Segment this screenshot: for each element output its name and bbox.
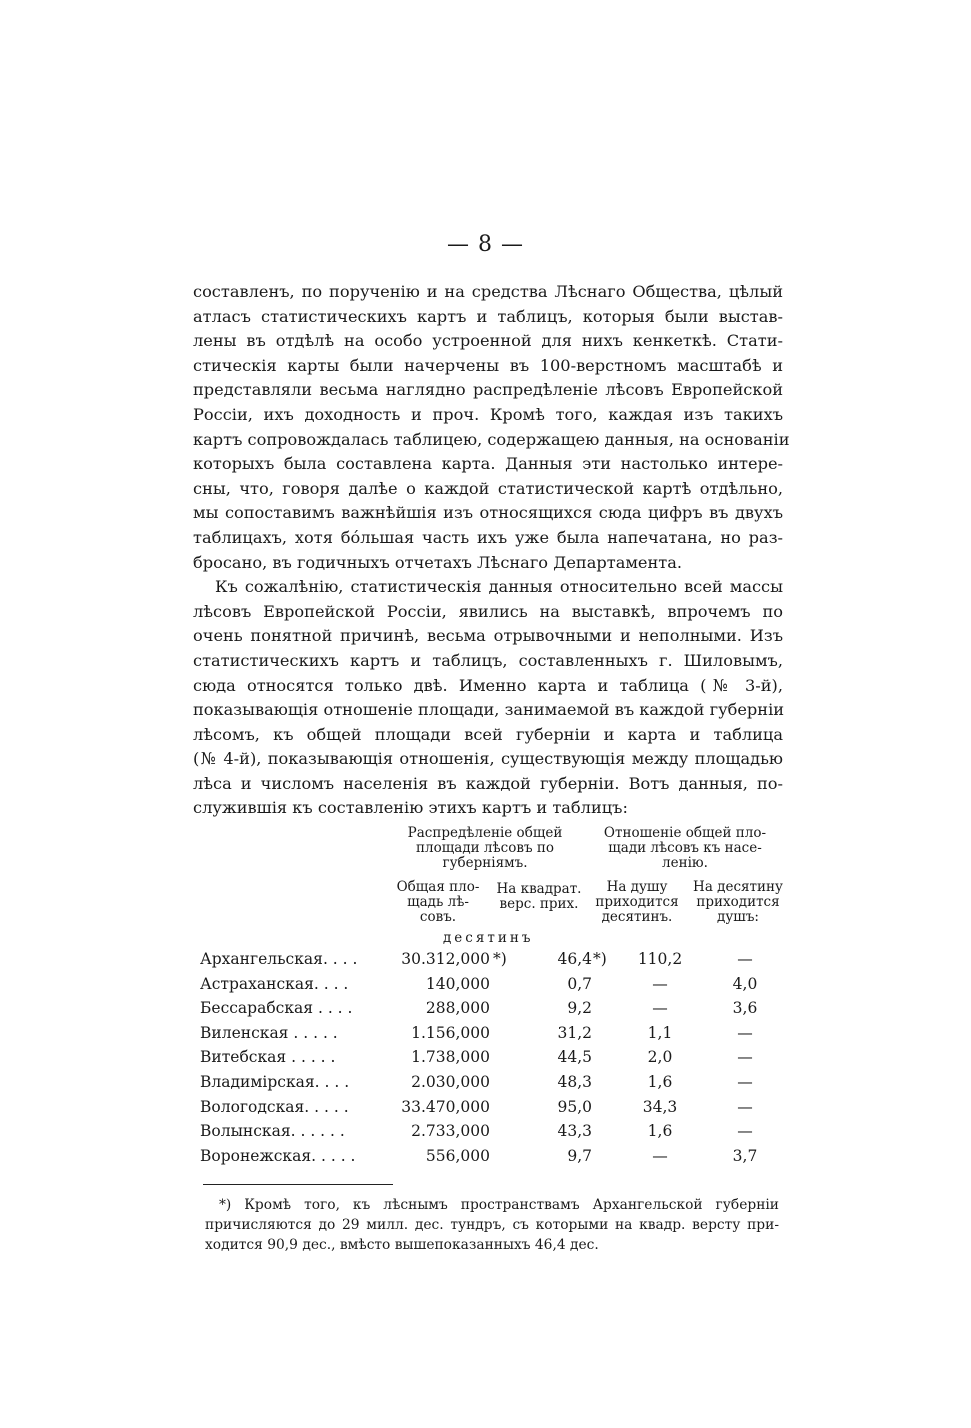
paragraph-line: атласъ статистическихъ картъ и таблицъ, которыя были выстав- — [193, 306, 783, 326]
paragraph-line: (№ 4-й), показывающія отношенія, существующія между площадью — [193, 749, 783, 769]
per-square-verst-cell: 9,2 — [567, 999, 592, 1018]
per-square-verst-cell: 46,4 — [557, 950, 592, 968]
per-soul-cell: 34,3 — [642, 1097, 678, 1116]
province-name-cell: Воронежская. . . . . — [200, 1146, 356, 1165]
forest-area-cell: 2.030,000 — [411, 1073, 490, 1091]
forest-area-cell: 556,000 — [425, 1146, 490, 1165]
paragraph-line: картъ сопровождалась таблицею, содержащею данныя, на основаніи — [193, 429, 790, 449]
column-header-per-square-verst — [490, 882, 588, 912]
per-square-verst-cell: 48,3 — [557, 1073, 592, 1091]
column-header-per-square-verst-line: верс. прих. — [499, 896, 579, 912]
per-square-verst-cell: 9,7 — [567, 1146, 592, 1165]
per-desyatina-cell: — — [737, 1023, 753, 1042]
per-square-verst-cell: 0,7 — [567, 974, 592, 993]
footnote-rule — [203, 1184, 393, 1185]
forest-area-cell: 288,000 — [425, 999, 490, 1018]
forest-area-cell: 2.733,000 — [411, 1122, 490, 1141]
paragraph-line: таблицахъ, хотя бо́льшая часть ихъ уже была напечатана, но раз- — [193, 527, 783, 547]
per-soul-cell: — — [652, 1146, 668, 1165]
footnote-mark-cell: *) — [593, 950, 607, 968]
table-row — [200, 1098, 790, 1122]
column-header-area-line: щадь лѣ- — [407, 894, 469, 910]
per-desyatina-cell: — — [737, 950, 753, 968]
paragraph-line: очень понятной причинѣ, весьма отрывочными и неполными. Изъ — [193, 626, 783, 646]
paragraph-line: лѣсомъ, къ общей площади всей губерніи и карта и таблица — [193, 724, 783, 744]
province-name-cell: Витебская . . . . . — [200, 1048, 336, 1067]
paragraph-line: мы сопоставимъ важнѣйшія изъ относящихся сюда цифръ въ двухъ — [193, 503, 783, 523]
province-name-cell: Виленская . . . . . — [200, 1023, 338, 1042]
per-soul-cell: 1,6 — [647, 1073, 673, 1091]
per-desyatina-cell: — — [737, 1073, 753, 1091]
per-square-verst-cell: 31,2 — [557, 1023, 592, 1042]
column-header-per-desyatina-line: На десятину — [693, 879, 783, 895]
group2-header-line: ленію. — [662, 855, 708, 871]
column-header-per-desyatina-line: приходится — [696, 894, 780, 910]
table-row — [200, 1024, 790, 1048]
paragraph-line: показывающія отношеніе площади, занимаемой въ каждой губерніи — [193, 700, 785, 720]
per-square-verst-cell: 43,3 — [557, 1122, 592, 1141]
column-header-per-desyatina — [688, 880, 788, 925]
group2-header-line: щади лѣсовъ къ насе- — [608, 840, 762, 856]
group1-header-line: Распредѣленіе общей — [407, 825, 563, 841]
column-header-per-square-verst-line: На квадрат. — [496, 881, 582, 897]
column-header-area — [390, 880, 486, 925]
group2-header-line: Отношеніе общей пло- — [603, 825, 767, 841]
paragraph-line: бросано, въ годичныхъ отчетахъ Лѣснаго Департамента. — [193, 552, 683, 572]
per-desyatina-cell: 3,6 — [732, 999, 758, 1018]
page-number: — 8 — — [447, 232, 524, 257]
unit-label: десятинъ — [443, 930, 534, 946]
per-desyatina-cell: — — [737, 1097, 753, 1116]
column-header-per-soul-line: приходится — [595, 894, 679, 910]
paragraph-line: которыхъ была составлена карта. Данныя эти настолько интере- — [193, 454, 783, 474]
province-name-cell: Архангельская. . . . — [200, 950, 358, 968]
paragraph-line: представляли весьма наглядно распредѣленіе лѣсовъ Европейской — [193, 380, 783, 400]
footnote-mark-cell: *) — [493, 950, 507, 968]
province-name-cell: Владимірская. . . . — [200, 1073, 350, 1091]
column-header-area-line: Общая пло- — [396, 879, 480, 895]
per-square-verst-cell: 44,5 — [557, 1048, 592, 1067]
footnote — [205, 1195, 779, 1255]
province-name-cell: Волынская. . . . . . — [200, 1122, 345, 1141]
paragraph-line: сны, что, говоря далѣе о каждой статистической картѣ отдѣльно, — [193, 478, 783, 498]
column-header-per-soul-line: На душу — [606, 879, 668, 895]
province-name-cell: Бессарабская . . . . — [200, 999, 353, 1018]
paragraph-line: Россіи, ихъ доходность и проч. Кромѣ того, каждая изъ такихъ — [193, 404, 783, 424]
paragraph-line: стическія карты были начерчены въ 100-верстномъ масштабѣ и — [193, 355, 783, 375]
paragraph-line: служившія къ составленію этихъ картъ и таблицъ: — [193, 798, 628, 818]
per-desyatina-cell: 4,0 — [732, 974, 758, 993]
per-soul-cell: 1,6 — [647, 1122, 673, 1141]
footnote-line: причисляются до 29 милл. дес. тундръ, съ которыми на квадр. версту при- — [205, 1217, 779, 1233]
column-header-per-desyatina-line: душъ: — [717, 909, 759, 925]
per-soul-cell: 110,2 — [637, 950, 683, 968]
table-row — [200, 950, 790, 974]
group1-header-line: площади лѣсовъ по — [416, 840, 554, 856]
paragraph-line: лены въ отдѣлѣ на особо устроенной для нихъ кенкеткѣ. Стати- — [193, 331, 783, 351]
province-name-cell: Вологодская. . . . . — [200, 1097, 349, 1116]
per-desyatina-cell: — — [737, 1122, 753, 1141]
forest-area-cell: 1.738,000 — [411, 1048, 490, 1067]
province-name-cell: Астраханская. . . . — [200, 974, 349, 993]
group1-header-line: губерніямъ. — [442, 855, 528, 871]
group1-header — [395, 826, 575, 871]
column-header-per-soul-line: десятинъ. — [601, 909, 673, 925]
per-desyatina-cell: 3,7 — [732, 1146, 758, 1165]
footnote-line: ходится 90,9 дес., вмѣсто вышепоказанныхъ 46,4 дес. — [205, 1237, 599, 1253]
per-soul-cell: 2,0 — [647, 1048, 673, 1067]
paragraph-line: составленъ, по порученію и на средства Лѣснаго Общества, цѣлый — [193, 282, 783, 301]
table-row — [200, 999, 790, 1023]
table-row — [200, 1048, 790, 1072]
paragraph-line: лѣсовъ Европейской Россіи, явились на выставкѣ, впрочемъ по — [193, 601, 783, 621]
forest-area-cell: 33.470,000 — [401, 1097, 490, 1116]
forest-area-cell: 140,000 — [425, 974, 490, 993]
body-text — [193, 280, 790, 821]
column-header-area-line: совъ. — [419, 909, 457, 925]
paragraph-line: сюда относятся только двѣ. Именно карта и таблица (№ 3-й), — [193, 675, 783, 695]
table-row — [200, 1122, 790, 1146]
table-row — [200, 975, 790, 999]
paragraph-line: Къ сожалѣнію, статистическія данныя относительно всей массы — [215, 577, 783, 597]
per-desyatina-cell: — — [737, 1048, 753, 1067]
paragraph-line: статистическихъ картъ и таблицъ, составленныхъ г. Шиловымъ, — [193, 650, 783, 670]
group2-header — [590, 826, 780, 871]
per-soul-cell: 1,1 — [647, 1023, 673, 1042]
per-soul-cell: — — [652, 999, 668, 1018]
footnote-line: *) Кромѣ того, къ лѣснымъ пространствамъ Архангельской губерніи — [219, 1197, 779, 1213]
forest-area-cell: 30.312,000 — [401, 950, 490, 968]
forest-area-cell: 1.156,000 — [411, 1023, 490, 1042]
per-soul-cell: — — [652, 974, 668, 993]
paragraph-line: лѣса и числомъ населенія въ каждой губерніи. Вотъ данныя, по- — [193, 773, 783, 793]
column-header-per-soul — [588, 880, 686, 925]
table-row — [200, 1147, 790, 1171]
table-row — [200, 1073, 790, 1097]
per-square-verst-cell: 95,0 — [557, 1097, 592, 1116]
